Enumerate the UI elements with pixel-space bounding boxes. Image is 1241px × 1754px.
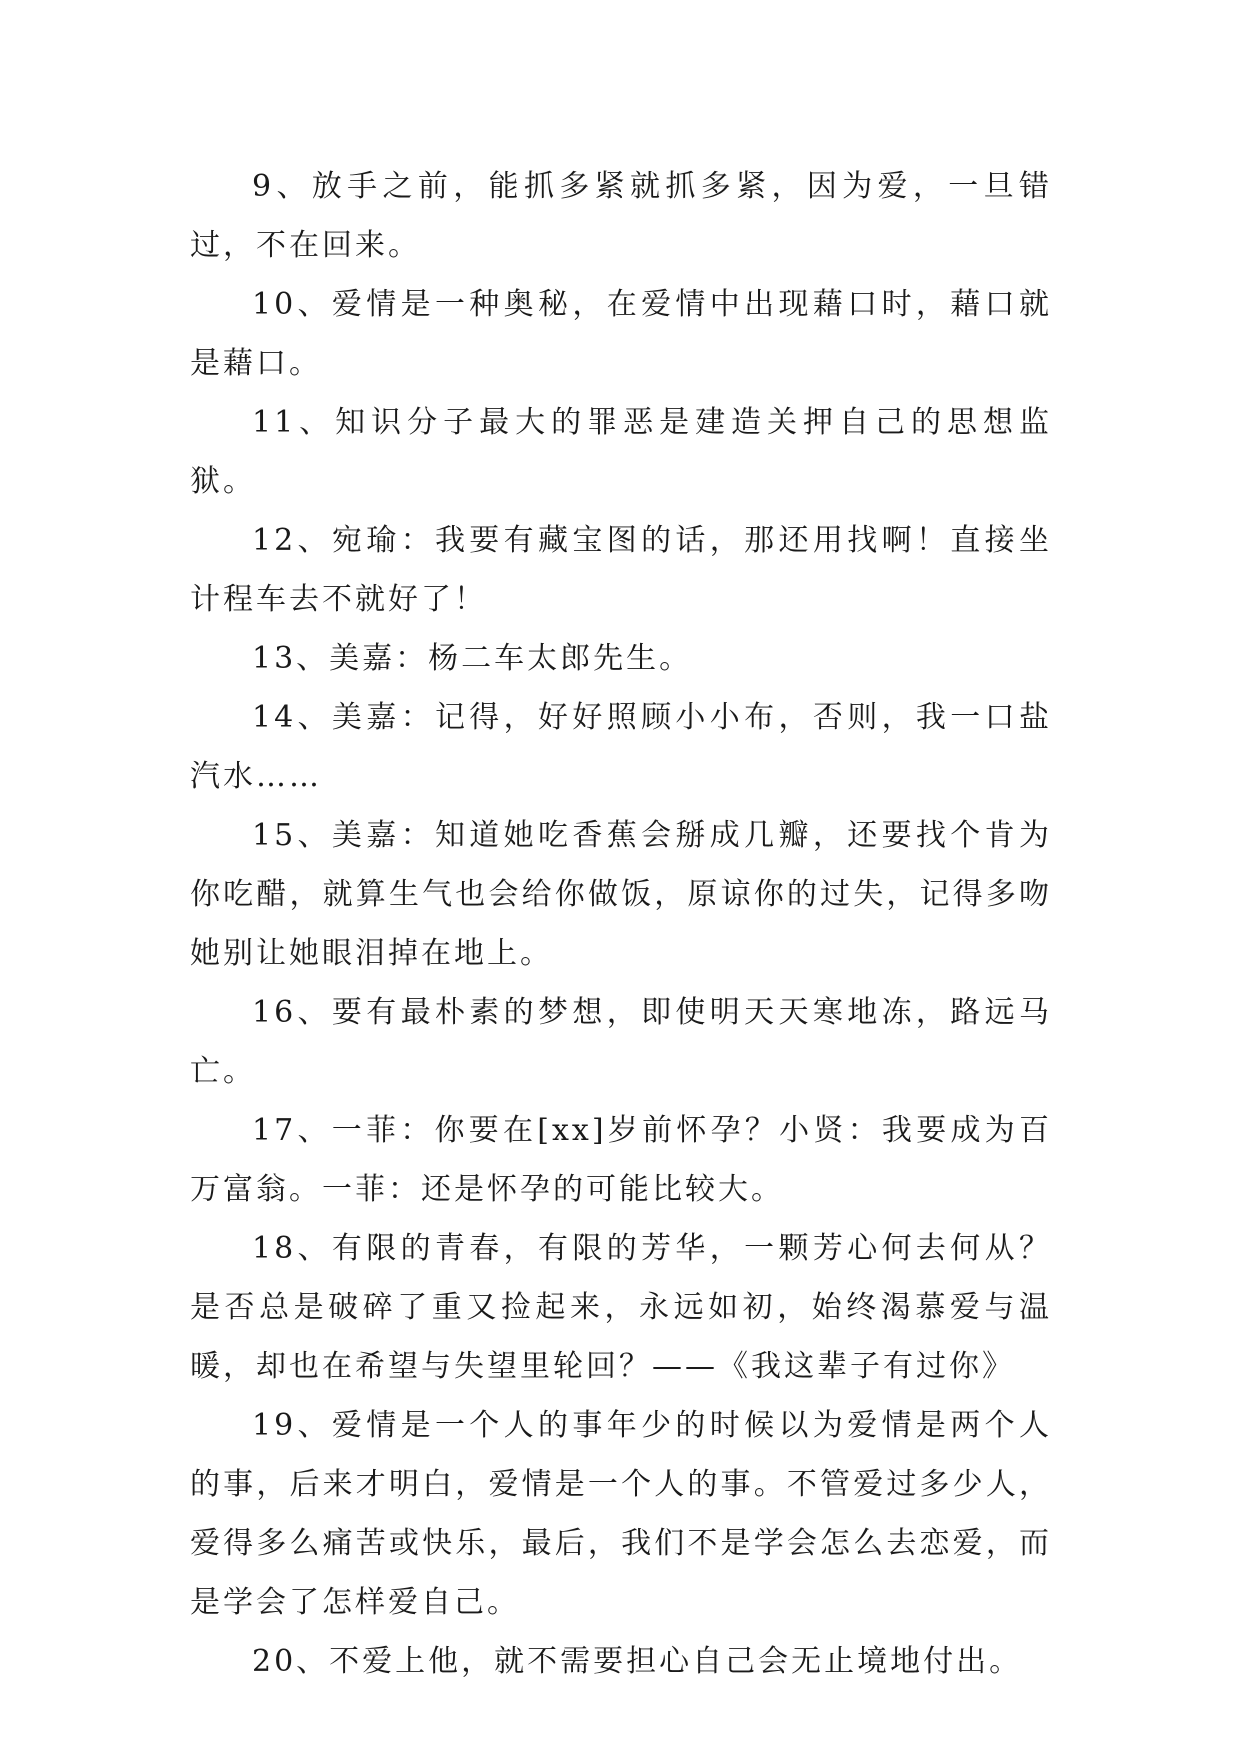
- paragraph-10: 10、爱情是一种奥秘，在爱情中出现藉口时，藉口就是藉口。: [190, 287, 1052, 381]
- paragraph-12: 12、宛瑜：我要有藏宝图的话，那还用找啊！直接坐计程车去不就好了！: [190, 523, 1052, 617]
- paragraph-18: 18、有限的青春，有限的芳华，一颗芳心何去何从？是否总是破碎了重又捡起来，永远如初，始终渴慕爱与温暖，却也在希望与失望里轮回？——《我这辈子有过你》: [190, 1231, 1052, 1384]
- paragraph-19: 19、爱情是一个人的事年少的时候以为爱情是两个人的事，后来才明白，爱情是一个人的事。不管爱过多少人，爱得多么痛苦或快乐，最后，我们不是学会怎么去恋爱，而是学会了怎样爱自己。: [190, 1408, 1052, 1620]
- paragraph-15: 15、美嘉：知道她吃香蕉会掰成几瓣，还要找个肯为你吃醋，就算生气也会给你做饭，原谅你的过失，记得多吻她别让她眼泪掉在地上。: [190, 818, 1052, 971]
- paragraph-13: 13、美嘉：杨二车太郎先生。: [252, 641, 693, 676]
- document-body: [190, 157, 1052, 1691]
- paragraph-16: 16、要有最朴素的梦想，即使明天天寒地冻，路远马亡。: [190, 995, 1052, 1089]
- paragraph-17: 17、一菲：你要在[xx]岁前怀孕？小贤：我要成为百万富翁。一菲：还是怀孕的可能比较大。: [190, 1113, 1052, 1207]
- paragraph-14: 14、美嘉：记得，好好照顾小小布，否则，我一口盐汽水……: [190, 700, 1052, 794]
- paragraph-20: 20、不爱上他，就不需要担心自己会无止境地付出。: [252, 1644, 1023, 1679]
- paragraph-9: 9、放手之前，能抓多紧就抓多紧，因为爱，一旦错过，不在回来。: [190, 169, 1052, 263]
- paragraph-11: 11、知识分子最大的罪恶是建造关押自己的思想监狱。: [190, 405, 1052, 499]
